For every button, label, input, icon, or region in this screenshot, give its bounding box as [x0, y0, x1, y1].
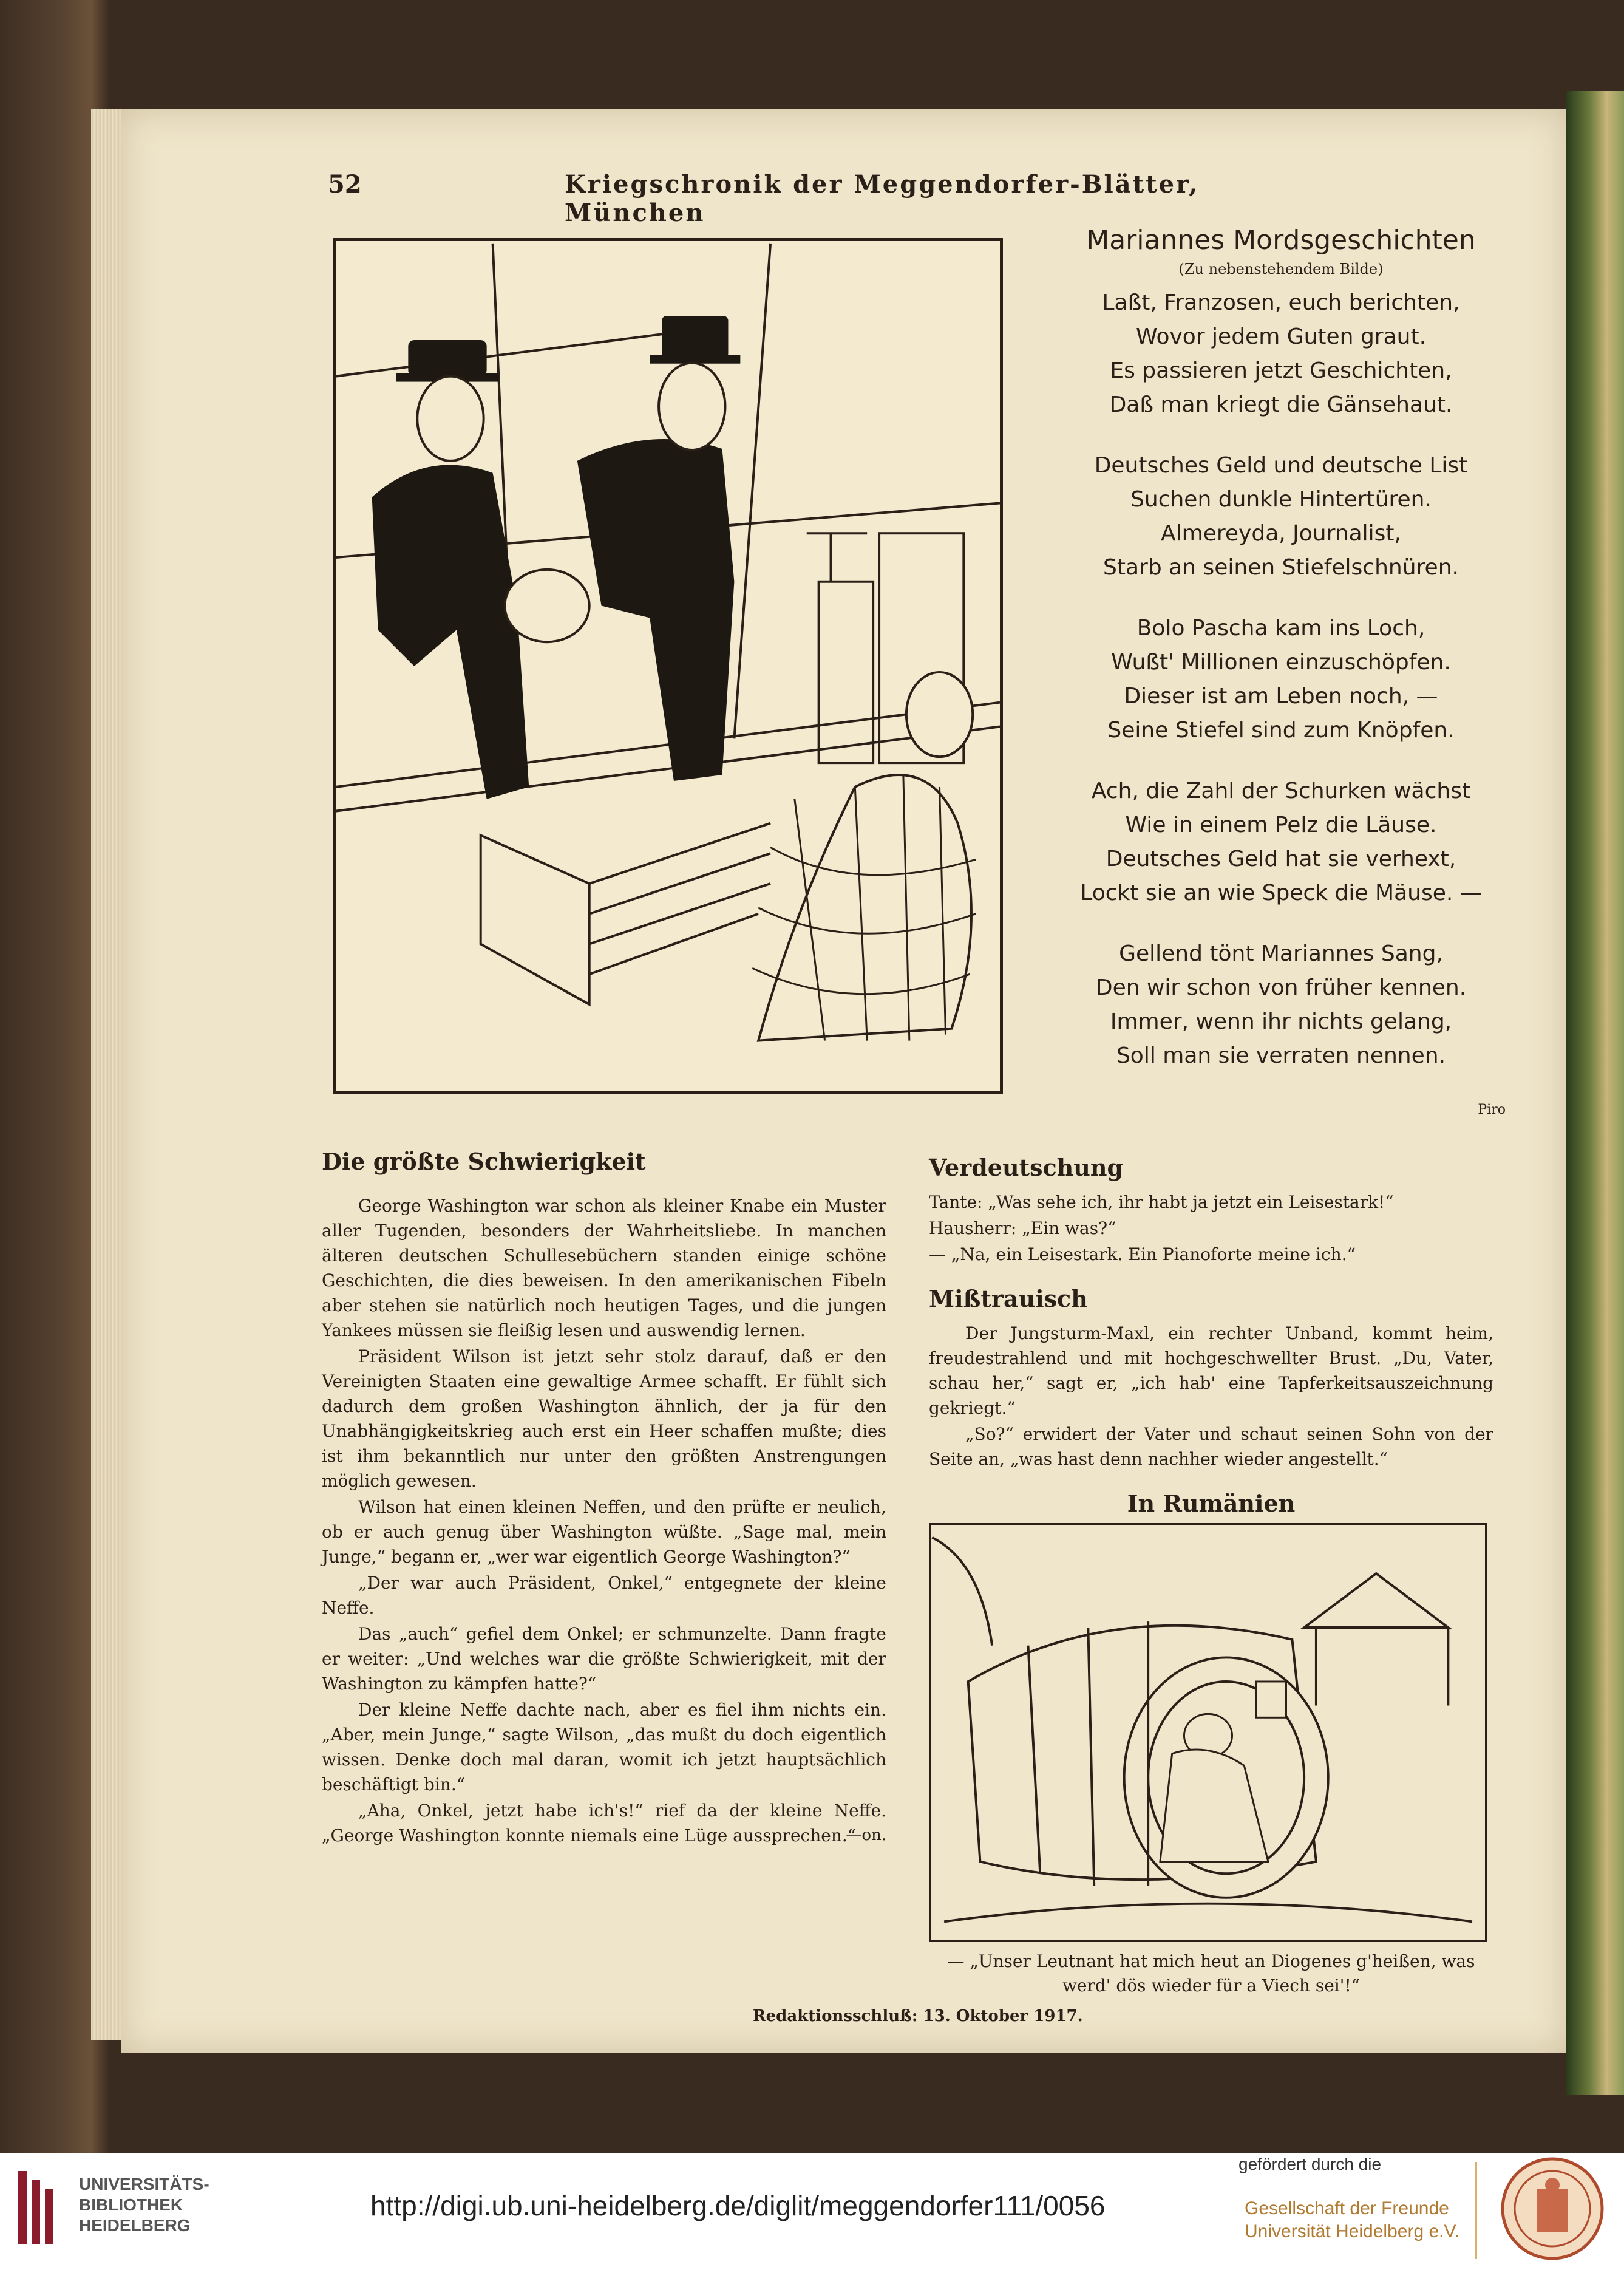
section-title-misstrauisch: Mißtrauisch — [929, 1285, 1088, 1312]
permalink-url[interactable]: http://digi.ub.uni-heidelberg.de/diglit/meggendorfer111/0056 — [370, 2190, 1106, 2221]
institution-name-line: BIBLIOTHEK — [79, 2195, 183, 2214]
dialogue-line: Tante: „Was sehe ich, ihr habt ja jetzt ein Leisestark!“ — [929, 1192, 1394, 1212]
right-column — [929, 1154, 1493, 1998]
poem-subtitle: (Zu nebenstehendem Bilde) — [1178, 261, 1384, 278]
editorial-deadline-note: Redaktionsschluß: 13. Oktober 1917. — [753, 2007, 1083, 2025]
poem-line: Lockt sie an wie Speck die Mäuse. — — [1080, 881, 1482, 905]
article-paragraph: Der Jungsturm-Maxl, ein rechter Unband, kommt heim, freudestrahlend und mit hochgeschwellter Brust. „Du, Vater, schau her,“ sagt er, „ich hab' eine Tapferkeitsauszeichnung gekriegt.“ — [929, 1323, 1493, 1418]
main-illustration — [333, 238, 1003, 1094]
section-title-rumaenien: In Rumänien — [1127, 1490, 1296, 1517]
society-name-line: Gesellschaft der Freunde — [1245, 2198, 1449, 2218]
adjacent-page-strip — [1566, 91, 1624, 2095]
poem-line: Es passieren jetzt Geschichten, — [1110, 358, 1452, 383]
left-column — [322, 1148, 886, 1844]
society-name[interactable] — [1245, 2197, 1459, 2243]
article-title: Die größte Schwierigkeit — [322, 1148, 646, 1175]
poem-line: Ach, die Zahl der Schurken wächst — [1091, 779, 1471, 803]
poem-line: Bolo Pascha kam ins Loch, — [1136, 616, 1425, 641]
poem-line: Dieser ist am Leben noch, — — [1124, 684, 1438, 709]
poem-line: Wie in einem Pelz die Läuse. — [1125, 813, 1437, 837]
funded-by-label: gefördert durch die — [1238, 2155, 1382, 2173]
poem-line: Laßt, Franzosen, euch berichten, — [1102, 290, 1460, 315]
university-seal-icon — [1500, 2156, 1606, 2262]
cartoon-caption: — „Unser Leutnant hat mich heut an Diogenes g'heißen, was werd' dös wieder für a Viech sei'!“ — [947, 1951, 1475, 1996]
poem-line: Deutsches Geld und deutsche List — [1094, 453, 1468, 478]
poem-stanza — [1044, 286, 1518, 422]
marianne-cartoon-drawing — [336, 241, 1000, 1091]
institution-name — [79, 2174, 209, 2236]
dialogue-line: Hausherr: „Ein was?“ — [929, 1218, 1116, 1238]
poem-line: Immer, wenn ihr nichts gelang, — [1110, 1009, 1452, 1034]
poem-line: Starb an seinen Stiefelschnüren. — [1103, 555, 1459, 580]
running-title: Kriegschronik der Meggendorfer-Blätter, München — [565, 170, 1200, 227]
poem-line: Suchen dunkle Hintertüren. — [1130, 487, 1432, 512]
page-number: 52 — [328, 170, 362, 199]
poem-line: Daß man kriegt die Gänsehaut. — [1109, 392, 1453, 417]
poem-line: Almereyda, Journalist, — [1161, 521, 1401, 546]
poem-line: Seine Stiefel sind zum Knöpfen. — [1107, 718, 1455, 743]
article-paragraph: „So?“ erwidert der Vater und schaut seinen Sohn von der Seite an, „was hast denn nachher wieder angestellt.“ — [929, 1424, 1493, 1469]
poem-block — [1044, 225, 1518, 1117]
article-paragraph: „Der war auch Präsident, Onkel,“ entgegnete der kleine Neffe. — [322, 1573, 886, 1618]
poem-line: Wußt' Millionen einzuschöpfen. — [1111, 650, 1451, 675]
section-title-verdeutschung: Verdeutschung — [929, 1154, 1124, 1181]
institution-name-line: HEIDELBERG — [79, 2216, 191, 2235]
poem-title: Mariannes Mordsgeschichten — [1086, 225, 1476, 256]
poem-stanza — [1044, 774, 1518, 910]
footer-divider — [1475, 2162, 1477, 2259]
university-library-logo-icon[interactable] — [12, 2165, 67, 2250]
poem-line: Deutsches Geld hat sie verhext, — [1106, 847, 1456, 871]
poem-line: Gellend tönt Mariannes Sang, — [1119, 941, 1443, 966]
article-signature: —on. — [846, 1826, 886, 1844]
poem-stanza — [1044, 937, 1518, 1073]
article-paragraph: Das „auch“ gefiel dem Onkel; er schmunzelte. Dann fragte er weiter: „Und welches war die größte Schwierigkeit, mit der Washington zu kämpfen hatte?“ — [322, 1624, 886, 1694]
poem-stanza — [1044, 449, 1518, 585]
article-paragraph: George Washington war schon als kleiner Knabe ein Muster aller Tugenden, besonders der Wahrheitsliebe. In manchen älteren deutschen Schullesebüchern standen einige schöne Geschichten, die dies beweisen. In den amerikanischen Fibeln aber stehen sie natürlich noch heutigen Tages, und die jungen Yankees müssen sie fleißig lesen und auswendig lernen. — [322, 1196, 886, 1340]
barrel-cartoon-drawing — [931, 1525, 1485, 1940]
poem-line: Soll man sie verraten nennen. — [1116, 1043, 1446, 1068]
poem-line: Wovor jedem Guten graut. — [1135, 324, 1427, 349]
running-header — [328, 170, 1263, 227]
poem-line: Den wir schon von früher kennen. — [1095, 975, 1467, 1000]
poem-stanza — [1044, 612, 1518, 748]
institution-name-line: UNIVERSITÄTS- — [79, 2175, 209, 2193]
article-paragraph: „Aha, Onkel, jetzt habe ich's!“ rief da der kleine Neffe. „George Washington konnte niemals eine Lüge aussprechen.“ — [322, 1801, 886, 1846]
article-paragraph: Der kleine Neffe dachte nach, aber es fiel ihm nichts ein. „Aber, mein Junge,“ sagte Wilson, „das mußt du doch eigentlich wissen. Denke doch mal daran, womit ich jetzt hauptsächlich beschäftigt bin.“ — [322, 1700, 886, 1795]
article-paragraph: Präsident Wilson ist jetzt sehr stolz darauf, daß er den Vereinigten Staaten eine gewaltige Armee schafft. Er fühlt sich dadurch dem großen Washington ähnlich, der ja für den Unabhängigkeitskrieg auch erst ein Heer schaffen mußte; dies ist ihm bekanntlich nur unter den größten Anstrengungen möglich gewesen. — [322, 1346, 886, 1491]
article-paragraph: Wilson hat einen kleinen Neffen, und den prüfte er neulich, ob er auch genug über Washington wüßte. „Sage mal, mein Junge,“ begann er, „wer war eigentlich George Washington?“ — [322, 1497, 886, 1567]
dialogue-line: — „Na, ein Leisestark. Ein Pianoforte meine ich.“ — [929, 1244, 1356, 1264]
society-name-line: Universität Heidelberg e.V. — [1245, 2221, 1460, 2241]
poem-author: Piro — [1478, 1102, 1506, 1117]
barrel-cartoon — [929, 1523, 1487, 1942]
